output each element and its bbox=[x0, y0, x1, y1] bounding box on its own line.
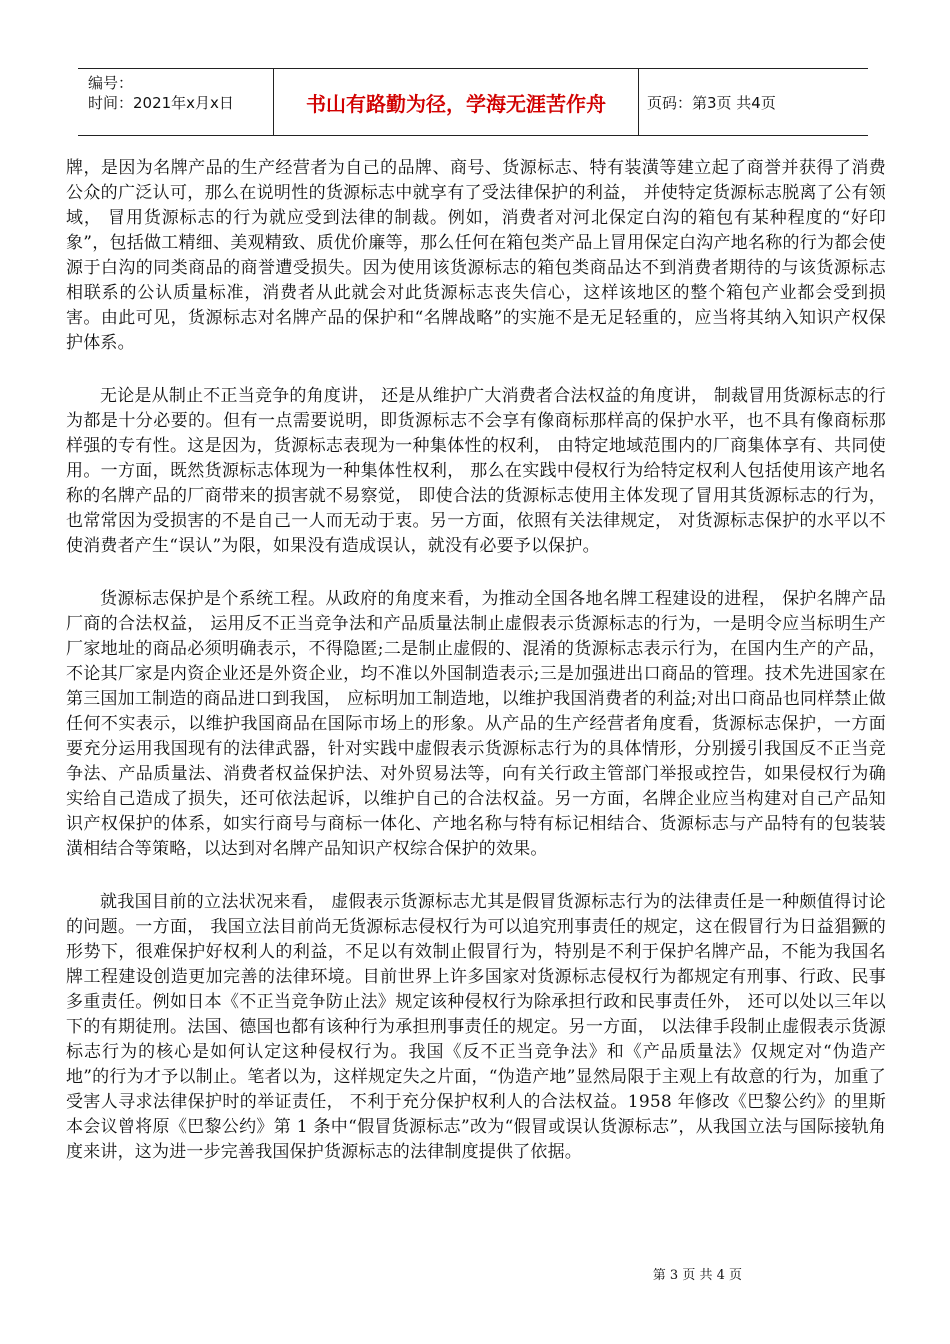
serial-label: 编号： bbox=[88, 74, 134, 92]
page-footer: 第 3 页 共 4 页 bbox=[652, 1268, 742, 1283]
page-header bbox=[78, 68, 868, 136]
paragraph: 无论是从制止不正当竞争的角度讲， 还是从维护广大消费者合法权益的角度讲， 制裁冒用货源标志的行为都是十分必要的。但有一点需要说明，即货源标志不会享有像商标那样高的保护水平，也不具有像商标那样强的专有性。这是因为，货源标志表现为一种集体性的权利， 由特定地域范围内的厂商集体享有、共同使用。一方面，既然货源标志体现为一种集体性权利， 那么在实践中侵权行为给特定权利人包括使用该产地名称的名牌产品的厂商带来的损害就不易察觉， 即使合法的货源标志使用主体发现了冒用其货源标志的行为， 也常常因为受损害的不是自己一人而无动于衷。另一方面，依照有关法律规定， 对货源标志保护的水平以不使消费者产生“误认”为限，如果没有造成误认，就没有必要予以保护。 bbox=[66, 386, 886, 556]
paragraph: 货源标志保护是个系统工程。从政府的角度来看，为推动全国各地名牌工程建设的进程， 保护名牌产品厂商的合法权益， 运用反不正当竞争法和产品质量法制止虚假表示货源标志的行为，一是明令应当标明生产厂家地址的商品必须明确表示，不得隐匿;二是制止虚假的、混淆的货源标志表示行为，在国内生产的产品，不论其厂家是内资企业还是外资企业，均不准以外国制造表示;三是加强进出口商品的管理。技术先进国家在第三国加工制造的商品进口到我国， 应标明加工制造地，以维护我国消费者的利益;对出口商品也同样禁止做任何不实表示，以维护我国商品在国际市场上的形象。从产品的生产经营者角度看，货源标志保护，一方面要充分运用我国现有的法律武器，针对实践中虚假表示货源标志行为的具体情形，分别援引我国反不正当竞争法、产品质量法、消费者权益保护法、对外贸易法等，向有关行政主管部门举报或控告，如果侵权行为确实给自己造成了损失，还可依法起诉，以维护自己的合法权益。另一方面，名牌企业应当构建对自己产品知识产权保护的体系，如实行商号与商标一体化、产地名称与特有标记相结合、货源标志与产品特有的包装装潢相结合等策略，以达到对名牌产品知识产权综合保护的效果。 bbox=[66, 589, 886, 859]
header-page-info: 页码：第3页 共4页 bbox=[647, 93, 776, 112]
document-body bbox=[66, 156, 886, 1193]
time-label: 时间：2021年x月x日 bbox=[88, 94, 234, 112]
paragraph: 就我国目前的立法状况来看， 虚假表示货源标志尤其是假冒货源标志行为的法律责任是一种颇值得讨论的问题。一方面， 我国立法目前尚无货源标志侵权行为可以追究刑事责任的规定，这在假冒行为日益猖獗的形势下，很难保护好权利人的利益，不足以有效制止假冒行为，特别是不利于保护名牌产品，不能为我国名牌工程建设创造更加完善的法律环境。目前世界上许多国家对货源标志侵权行为都规定有刑事、行政、民事多重责任。例如日本《不正当竞争防止法》规定该种侵权行为除承担行政和民事责任外， 还可以处以三年以下的有期徒刑。法国、德国也都有该种行为承担刑事责任的规定。另一方面， 以法律手段制止虚假表示货源标志行为的核心是如何认定这种侵权行为。我国《反不正当竞争法》和《产品质量法》仅规定对“伪造产地”的行为才予以制止。笔者以为，这样规定失之片面，“伪造产地”显然局限于主观上有故意的行为，加重了受害人寻求法律保护时的举证责任， 不利于充分保护权利人的合法权益。1958 年修改《巴黎公约》的里斯本会议曾将原《巴黎公约》第 1 条中“假冒货源标志”改为“假冒或误认货源标志”，从我国立法与国际接轨角度来讲，这为进一步完善我国保护货源标志的法律制度提供了依据。 bbox=[66, 892, 886, 1162]
header-meta bbox=[78, 69, 274, 135]
paragraph-continuation: 牌，是因为名牌产品的生产经营者为自己的品牌、商号、货源标志、特有装潢等建立起了商誉并获得了消费公众的广泛认可，那么在说明性的货源标志中就享有了受法律保护的利益， 并使特定货源标志脱离了公有领域， 冒用货源标志的行为就应受到法律的制裁。例如，消费者对河北保定白沟的箱包有某种程度的“好印象”，包括做工精细、美观精致、质优价廉等，那么任何在箱包类产品上冒用保定白沟产地名称的行为都会使源于白沟的同类商品的商誉遭受损失。因为使用该货源标志的箱包类商品达不到消费者期待的与该货源标志相联系的公认质量标准，消费者从此就会对此货源标志丧失信心，这样该地区的整个箱包产业都会受到损害。由此可见，货源标志对名牌产品的保护和“名牌战略”的实施不是无足轻重的，应当将其纳入知识产权保护体系。 bbox=[66, 158, 886, 353]
header-motto: 书山有路勤为径，学海无涯苦作舟 bbox=[274, 69, 639, 135]
